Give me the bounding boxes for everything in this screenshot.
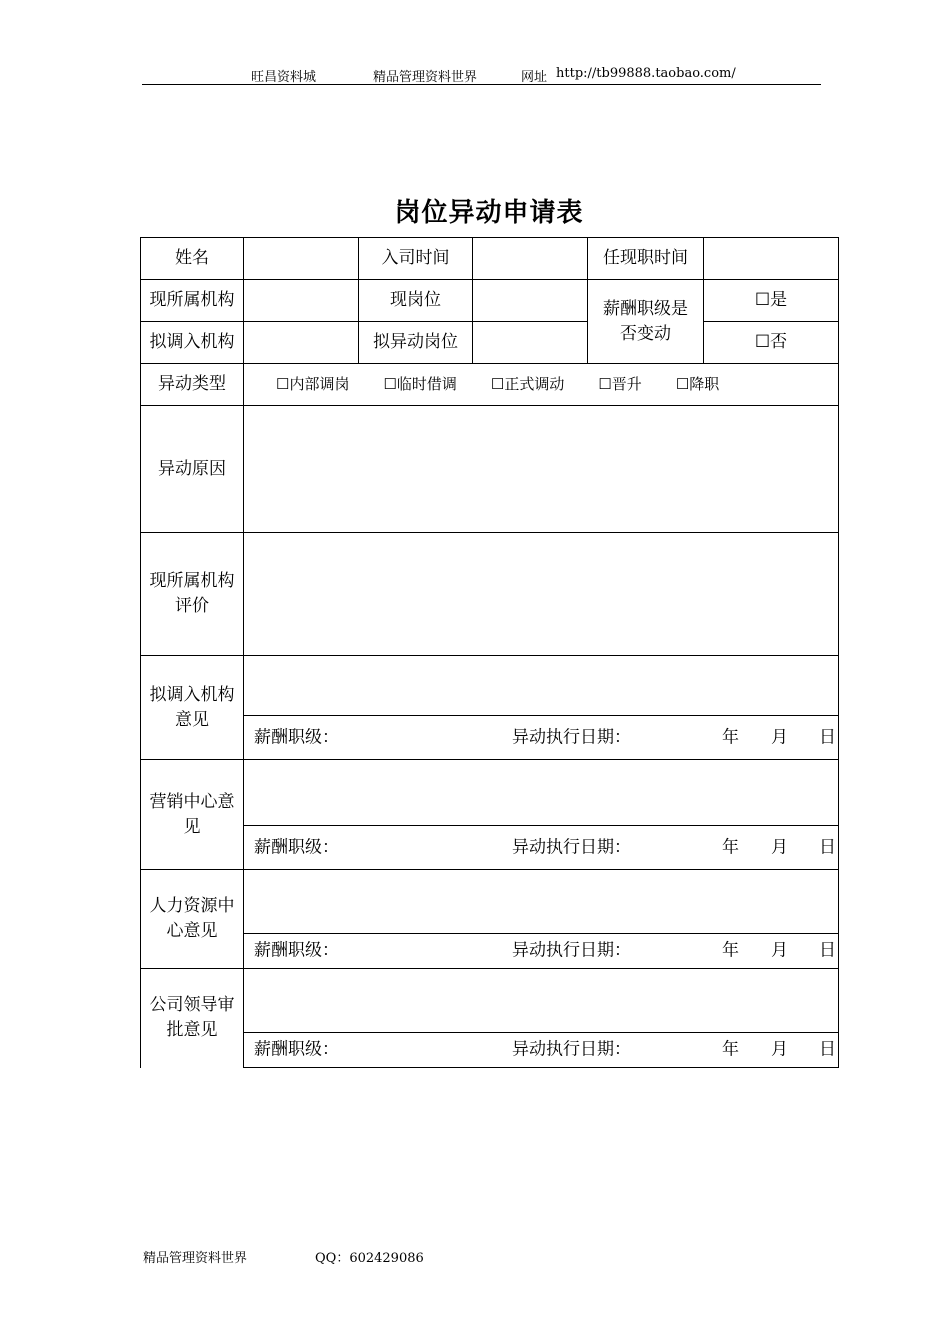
page-title: 岗位异动申请表 [394,198,584,228]
target-post-label: 拟异动岗位 [359,322,473,364]
header-divider [142,84,821,85]
marketing-opinion-signoff [244,826,839,870]
transfer-form-table [140,237,839,1068]
year-label: 年 [722,727,739,747]
salary-grade-label: 薪酬职级： [254,940,339,961]
header-url[interactable]: http://tb99888.taobao.com/ [556,66,736,81]
day-label: 日 [819,1039,836,1060]
option-temporary-loan-checkbox[interactable]: ☐临时借调 [383,375,457,393]
leader-approval-field[interactable] [244,969,839,1033]
footer-qq: QQ：602429086 [315,1251,424,1266]
month-label: 月 [771,837,788,857]
month-label: 月 [771,940,788,961]
salary-change-no-checkbox[interactable]: ☐否 [704,322,839,364]
hr-opinion-signoff [244,934,839,969]
day-label: 日 [819,837,836,857]
salary-change-label: 薪酬职级是否变动 [588,280,704,364]
option-promotion-checkbox[interactable]: ☐晋升 [598,375,642,393]
option-internal-transfer-checkbox[interactable]: ☐内部调岗 [276,375,350,393]
salary-grade-label: 薪酬职级： [254,837,339,857]
month-label: 月 [771,727,788,747]
option-formal-transfer-checkbox[interactable]: ☐正式调动 [490,375,565,393]
day-label: 日 [819,940,836,961]
exec-date-label: 异动执行日期： [512,727,631,747]
salary-change-yes-checkbox[interactable]: ☐是 [704,280,839,322]
hr-opinion-label: 人力资源中心意见 [141,870,244,969]
year-label: 年 [722,940,739,961]
exec-date-label: 异动执行日期： [512,940,631,961]
year-label: 年 [722,837,739,857]
current-post-label: 现岗位 [359,280,473,322]
target-org-label: 拟调入机构 [141,322,244,364]
leader-approval-label: 公司领导审批意见 [141,969,244,1068]
current-org-label: 现所属机构 [141,280,244,322]
marketing-opinion-label: 营销中心意见 [141,760,244,870]
marketing-opinion-field[interactable] [244,760,839,826]
header-brand: 精品管理资料世界 [373,70,478,85]
join-date-label: 入司时间 [359,238,473,280]
join-date-field[interactable] [473,238,588,280]
current-org-eval-label: 现所属机构评价 [141,533,244,656]
hr-opinion-field[interactable] [244,870,839,934]
header-url-label: 网址 [521,70,548,85]
tenure-date-field[interactable] [704,238,839,280]
name-field[interactable] [244,238,359,280]
day-label: 日 [819,727,836,747]
salary-grade-label: 薪酬职级： [254,727,339,747]
target-org-field[interactable] [244,322,359,364]
month-label: 月 [771,1039,788,1060]
reason-field[interactable] [244,406,839,533]
year-label: 年 [722,1039,739,1060]
exec-date-label: 异动执行日期： [512,1039,631,1060]
option-demotion-checkbox[interactable]: ☐降职 [675,375,720,393]
target-org-opinion-signoff [244,716,839,760]
change-type-options [244,364,839,406]
salary-grade-label: 薪酬职级： [254,1039,339,1060]
reason-label: 异动原因 [141,406,244,533]
footer-brand: 精品管理资料世界 [143,1251,248,1266]
current-org-eval-field[interactable] [244,533,839,656]
tenure-date-label: 任现职时间 [588,238,704,280]
current-org-field[interactable] [244,280,359,322]
header-shop: 旺昌资料城 [251,70,317,85]
current-post-field[interactable] [473,280,588,322]
leader-approval-signoff [244,1033,839,1068]
page-header [0,66,950,86]
exec-date-label: 异动执行日期： [512,837,631,857]
target-post-field[interactable] [473,322,588,364]
target-org-opinion-field[interactable] [244,656,839,716]
name-label: 姓名 [141,238,244,280]
target-org-opinion-label: 拟调入机构意见 [141,656,244,760]
change-type-label: 异动类型 [141,364,244,406]
